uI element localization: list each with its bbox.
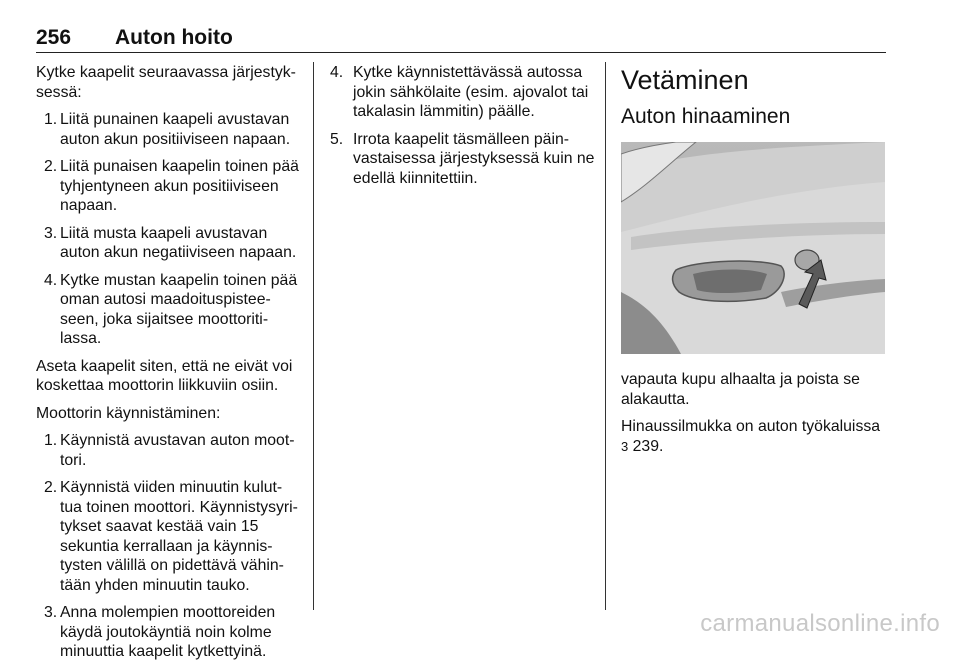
list-item: 3. Anna molempien moottoreiden käydä joutokäyntiä noin kolme minuuttia kaapelit kytkettyinä. — [44, 604, 276, 660]
start-steps-list — [36, 431, 304, 662]
list-item: 3. Liitä musta kaapeli avustavan auton akun negatiiviseen napaan. — [44, 224, 297, 261]
start-subheading: Moottorin käynnistäminen: — [36, 404, 221, 422]
intro-text: Kytke kaapelit seuraavassa järjestyk-sessä: — [36, 64, 296, 101]
column-3 — [621, 64, 889, 464]
list-item: 2. Liitä punaisen kaapelin toinen pää tyhjentyneen akun positiiviseen napaan. — [44, 158, 299, 214]
finish-steps-list — [330, 63, 596, 188]
column-divider-1 — [313, 62, 314, 610]
figure-caption: vapauta kupu alhaalta ja poista se alakautta. — [621, 371, 860, 408]
watermark: carmanualsonline.info — [700, 610, 940, 637]
tow-eye-text: Hinaussilmukka on auton työkaluissa 3 239. — [621, 418, 881, 455]
cable-warning-text: Aseta kaapelit siten, että ne eivät voi koskettaa moottorin liikkuviin osiin. — [36, 357, 293, 394]
page-reference-icon: 3 — [621, 438, 629, 454]
section-subheading: Auton hinaaminen — [621, 105, 791, 128]
page-title: Auton hoito — [115, 26, 233, 49]
list-item: 5. Irrota kaapelit täsmälleen päin-vastaisessa järjestyksessä kuin ne edellä kiinnitettiin. — [330, 130, 595, 187]
list-item: 4. Kytke mustan kaapelin toinen pää oman autosi maadoituspistee-seen, joka sijaitsee moottoriti-lassa. — [44, 271, 298, 347]
page-header — [36, 26, 886, 53]
list-item: 4. Kytke käynnistettävässä autossa jokin sähkölaite (esim. ajovalot tai takalasin lämmitin) päälle. — [330, 64, 589, 120]
column-2 — [330, 63, 596, 196]
page-reference[interactable]: 239. — [632, 437, 664, 455]
connect-steps-list — [36, 110, 304, 349]
list-item: 2. Käynnistä viiden minuutin kulut-tua toinen moottori. Käynnistysyri-tykset saavat kestää vain 15 sekuntia kerrallaan ja käynnis-tysten välillä on pidettävä vähin-tään yhden minuutin tauko. — [44, 479, 298, 594]
column-divider-2 — [605, 62, 606, 610]
tow-cover-illustration — [621, 142, 885, 354]
list-item: 1. Käynnistä avustavan auton moot-tori. — [44, 432, 295, 469]
page-number: 256 — [36, 26, 72, 49]
list-item: 1. Liitä punainen kaapeli avustavan auton akun positiiviseen napaan. — [44, 111, 291, 148]
section-heading: Vetäminen — [621, 65, 749, 95]
column-1 — [36, 63, 304, 670]
